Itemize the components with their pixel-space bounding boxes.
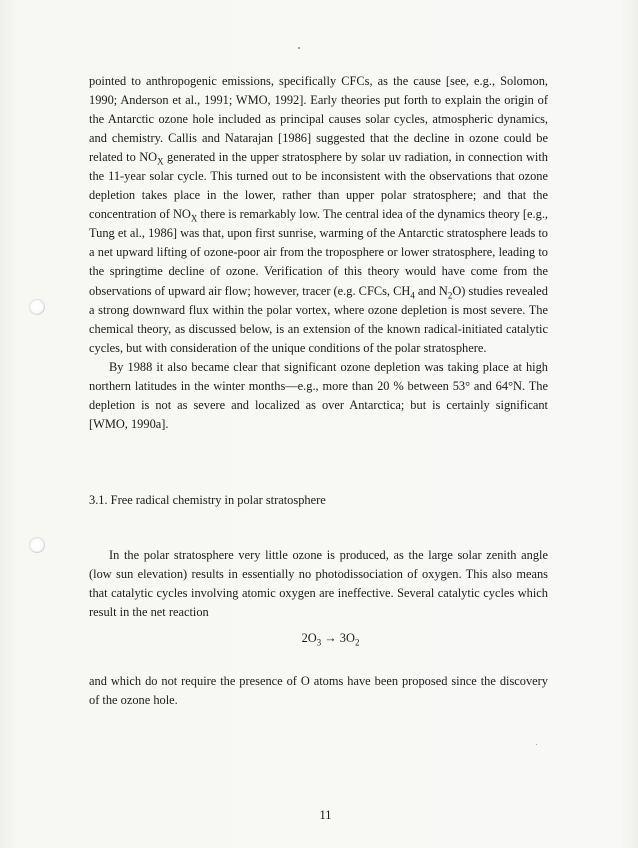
punch-hole-upper <box>29 299 45 315</box>
nox-subscript: X <box>190 213 198 224</box>
nox-subscript: X <box>157 156 164 167</box>
paragraph-catalytic-cycles: and which do not require the presence of O atoms have been proposed since the discovery of the ozone hole. <box>89 674 548 708</box>
ch4-subscript: 4 <box>410 289 415 300</box>
equation-lhs-subscript: 3 <box>316 637 322 648</box>
paragraph-polar-chemistry: In the polar stratosphere very little ozone is produced, as the large solar zenith angle (low sun elevation) results in essentially no photodissociation of oxygen. This also means that catalytic cycles involving atomic oxygen are ineffective. Several catalytic cycles which result in the net reaction <box>89 548 548 620</box>
paragraph-text: there is remarkably low. The central idea of the dynamics theory [e.g., Tung et al., 1986] was that, upon first sunrise, warming of the Antarctic stratosphere leads to a net upward lifting of ozone-poor air from the troposphere or lower stratosphere, leading to the springtime decline of ozone. Verification of this theory would have come from the observations of upward air flow; however, tracer (e.g. CFCs, CH <box>89 207 549 298</box>
equation-rhs: 3O <box>339 631 355 645</box>
paragraph-text: and N <box>414 283 448 298</box>
scan-speck <box>536 744 537 745</box>
document-body <box>89 72 549 822</box>
scan-speck <box>298 47 300 49</box>
paragraph-text: generated in the upper stratosphere by solar uv radiation, in connection with the 11-year solar cycle. This turned out to be inconsistent with the observations that ozone depletion takes place in the lower, rather than upper polar stratosphere; and that the concentration of NO <box>89 150 548 222</box>
reaction-arrow: → <box>321 631 340 645</box>
net-reaction-equation <box>89 629 548 648</box>
paragraph-antarctic-ozone-theories <box>89 72 548 358</box>
paragraph-text: pointed to anthropogenic emissions, specifically CFCs, as the cause [see, e.g., Solomon, 1990; Anderson et al., 1991; WMO, 1992]. Early theories put forth to explain the origin of the Antarctic ozone hole included as principal causes solar cycles, atmospheric dynamics, and chemistry. Callis and Natarajan [1986] suggested that the decline in ozone could be related to NO <box>89 74 548 165</box>
n2o-subscript: 2 <box>447 289 453 300</box>
section-heading: 3.1. Free radical chemistry in polar stratosphere <box>89 493 326 507</box>
punch-hole-lower <box>29 537 45 553</box>
equation-lhs: 2O <box>301 631 317 645</box>
page-number: 11 <box>319 808 332 822</box>
paragraph-text: O) studies revealed a strong downward flux within the polar vortex, where ozone depletion is most severe. The chemical theory, as discussed below, is an extension of the known radical-initiated catalytic cycles, but with consideration of the unique conditions of the polar stratosphere. <box>89 283 548 355</box>
equation-rhs-subscript: 2 <box>354 637 360 648</box>
paragraph-northern-depletion: By 1988 it also became clear that significant ozone depletion was taking place at high northern latitudes in the winter months—e.g., more than 20 % between 53° and 64°N. The depletion is not as severe and localized as over Antarctica; but is certainly significant [WMO, 1990a]. <box>89 359 548 431</box>
